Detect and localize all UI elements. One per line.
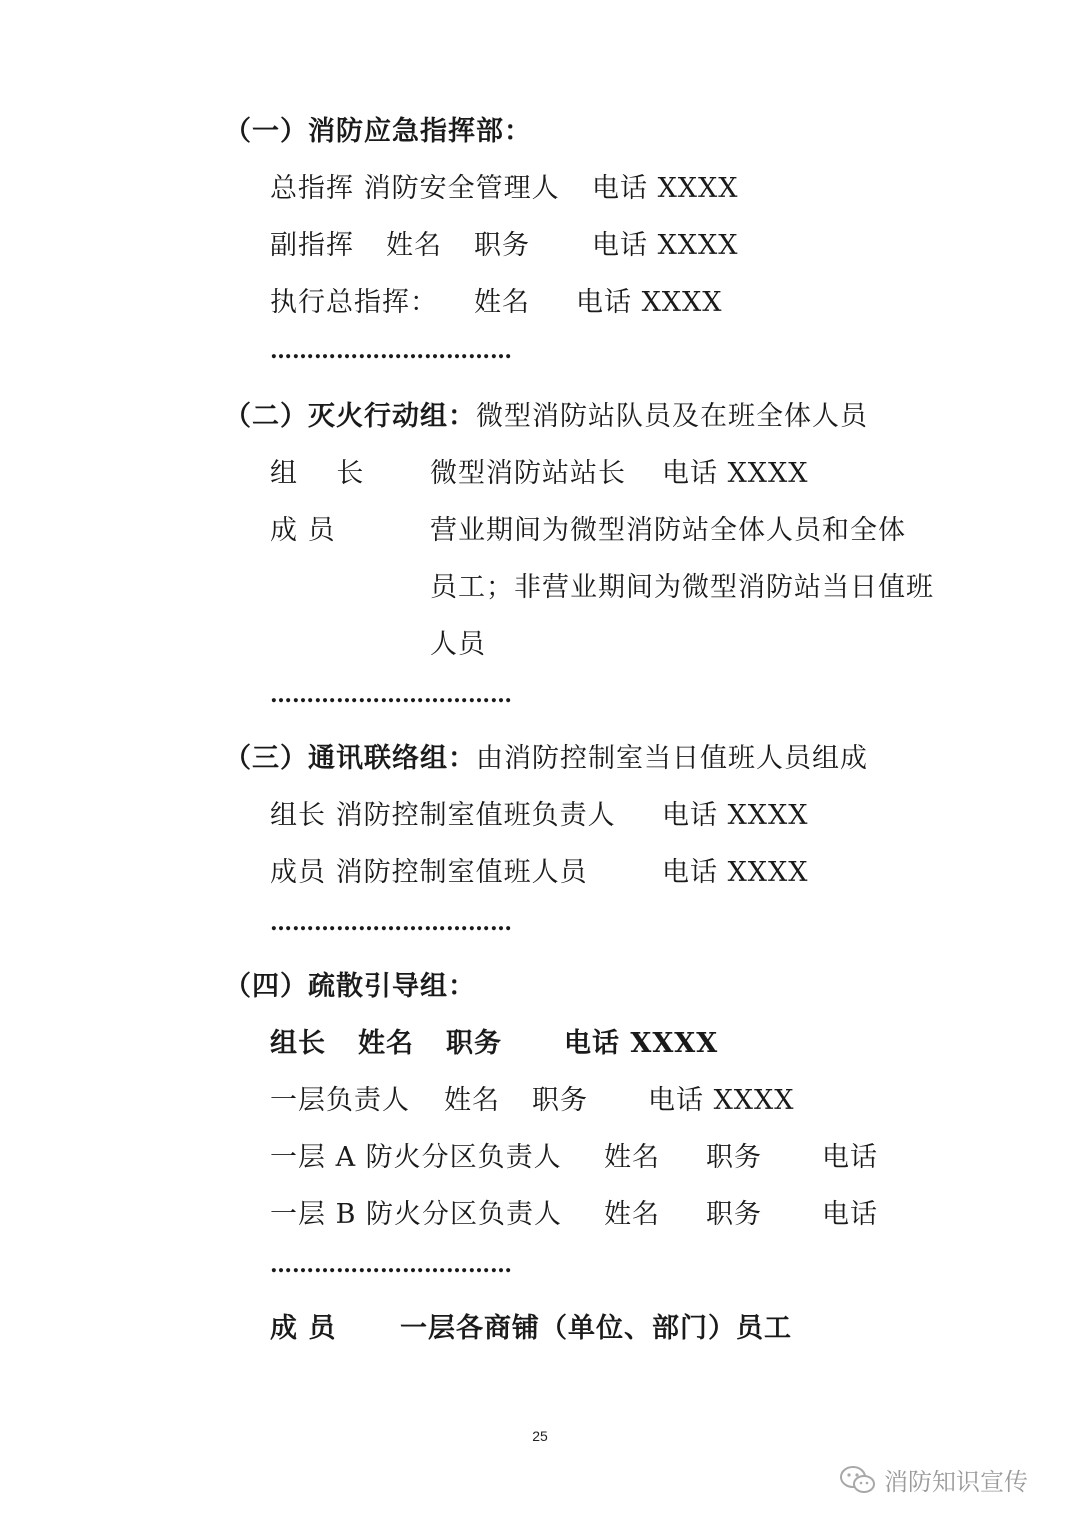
s3-row-2-phone: 电话 XXXX — [662, 857, 809, 888]
s1-row-3-name: 姓名 — [474, 287, 530, 318]
page-number: 25 — [532, 1428, 548, 1444]
s4-member-value: 一层各商铺（单位、部门）员工 — [400, 1313, 792, 1344]
s4-floor-title: 职务 — [532, 1085, 588, 1116]
s1-row-1-phone: 电话 XXXX — [592, 173, 739, 204]
section-1-heading: （一）消防应急指挥部： — [224, 116, 532, 147]
s2-member-label: 成 员 — [270, 515, 336, 546]
s1-row-3 — [270, 285, 723, 321]
s1-row-2-role: 副指挥 — [270, 230, 354, 261]
s2-leader-row — [270, 456, 809, 492]
s4-zone-b-name: 姓名 — [604, 1199, 660, 1230]
s3-row-1 — [270, 798, 809, 834]
section-3-heading: （三）通讯联络组： — [224, 743, 476, 774]
s4-leader-role: 组长 — [270, 1028, 326, 1059]
s3-row-1-phone: 电话 XXXX — [662, 800, 809, 831]
s2-leader-value: 微型消防站站长 — [430, 458, 626, 489]
s4-zone-b-role: 一层 B 防火分区负责人 — [270, 1199, 563, 1230]
s3-row-2 — [270, 855, 809, 891]
s3-row-1-role: 组长 消防控制室值班负责人 — [270, 800, 616, 831]
s4-leader-row — [270, 1026, 719, 1062]
s4-ellipsis: …………………………… — [270, 1252, 512, 1278]
s4-floor-phone: 电话 XXXX — [648, 1085, 795, 1116]
s4-zone-b-title: 职务 — [706, 1199, 762, 1230]
s4-zone-a-name: 姓名 — [604, 1142, 660, 1173]
s1-row-2-name: 姓名 — [386, 230, 442, 261]
s2-leader-label: 组 长 — [270, 458, 365, 489]
section-2-heading-line — [224, 399, 868, 435]
section-3-heading-line — [224, 741, 868, 777]
s1-ellipsis: …………………………… — [270, 338, 512, 364]
s4-zone-a-phone: 电话 — [822, 1142, 878, 1173]
section-2-heading: （二）灭火行动组： — [224, 401, 476, 432]
s2-member-line-3: 人员 — [430, 629, 486, 660]
s2-leader-phone: 电话 XXXX — [662, 458, 809, 489]
s4-leader-phone: 电话 XXXX — [564, 1028, 719, 1059]
watermark — [838, 1462, 1028, 1497]
s1-row-2-title: 职务 — [474, 230, 530, 261]
s4-zone-b-phone: 电话 — [822, 1199, 878, 1230]
s3-ellipsis: …………………………… — [270, 910, 512, 936]
s4-zone-a-row — [270, 1140, 878, 1176]
s4-member-label: 成 员 — [270, 1313, 337, 1344]
s1-row-3-role: 执行总指挥： — [270, 287, 438, 318]
watermark-text: 消防知识宣传 — [884, 1468, 1028, 1496]
s4-zone-b-row — [270, 1197, 878, 1233]
s2-member-line-2: 员工；非营业期间为微型消防站当日值班 — [430, 572, 934, 603]
s4-zone-a-title: 职务 — [706, 1142, 762, 1173]
s2-member-line-1: 营业期间为微型消防站全体人员和全体 — [430, 515, 906, 546]
s3-row-2-role: 成员 消防控制室值班人员 — [270, 857, 588, 888]
s2-ellipsis: …………………………… — [270, 682, 512, 708]
s4-floor-row — [270, 1083, 795, 1119]
s4-leader-name: 姓名 — [358, 1028, 414, 1059]
s4-zone-a-role: 一层 A 防火分区负责人 — [270, 1142, 562, 1173]
s4-floor-name: 姓名 — [444, 1085, 500, 1116]
s4-member-row — [270, 1311, 792, 1347]
section-4-heading: （四）疏散引导组： — [224, 971, 476, 1002]
section-3-note: 由消防控制室当日值班人员组成 — [476, 743, 868, 774]
section-2-note: 微型消防站队员及在班全体人员 — [476, 401, 868, 432]
wechat-icon — [838, 1464, 878, 1496]
s1-row-1-role: 总指挥 消防安全管理人 — [270, 173, 560, 204]
s1-row-3-phone: 电话 XXXX — [576, 287, 723, 318]
s1-row-2 — [270, 228, 739, 264]
s1-row-2-phone: 电话 XXXX — [592, 230, 739, 261]
s4-leader-title: 职务 — [446, 1028, 502, 1059]
s4-floor-role: 一层负责人 — [270, 1085, 410, 1116]
s1-row-1 — [270, 171, 739, 207]
